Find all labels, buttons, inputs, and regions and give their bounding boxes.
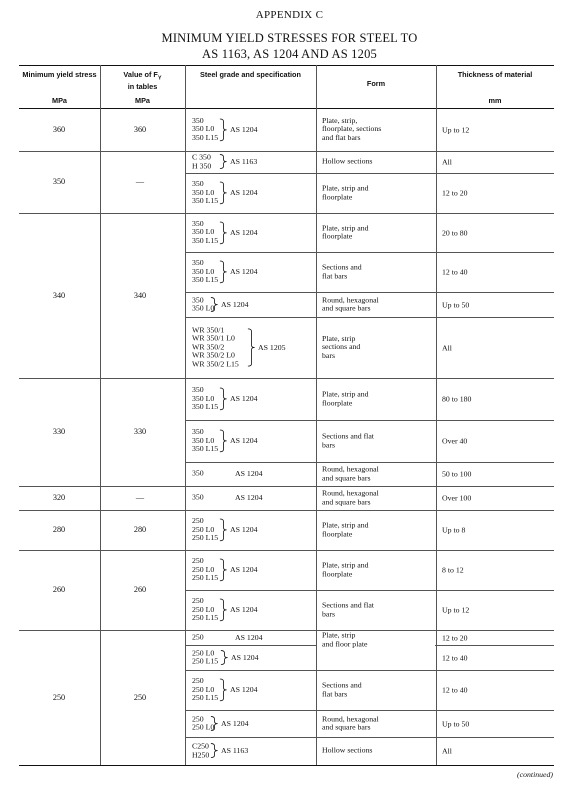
unit-fy: MPa — [134, 96, 150, 105]
brace-icon — [219, 557, 228, 583]
standard-spec: AS 1204 — [235, 469, 263, 478]
brace-icon — [247, 326, 256, 369]
standard-spec: AS 1204 — [235, 493, 263, 502]
steel-grade-list: 250 L0 250 L15 — [192, 647, 219, 666]
brace-icon — [219, 220, 228, 246]
thickness-value: 12 to 20 — [442, 188, 468, 198]
standard-spec: AS 1204 — [230, 267, 258, 276]
header-thickness: Thickness of material — [457, 70, 533, 79]
appendix-label: APPENDIX C — [255, 9, 324, 21]
standard-spec: AS 1204 — [230, 565, 258, 574]
product-form: Plate, strip and floorplate — [322, 520, 369, 538]
table-title-line-1: MINIMUM YIELD STRESSES FOR STEEL TO — [161, 31, 418, 45]
product-form: Hollow sections — [322, 156, 373, 166]
brace-icon — [219, 259, 228, 285]
thickness-value: 8 to 12 — [442, 565, 464, 575]
row-separator — [185, 173, 554, 174]
row-separator — [185, 590, 554, 591]
header-min-yield-stress: Minimum yield stress — [22, 70, 97, 79]
steel-grade-list: 350 350 L0 — [192, 294, 215, 313]
min-yield-stress-value: 260 — [52, 585, 66, 594]
product-form: Plate, strip sections and bars — [322, 333, 361, 360]
standard-spec: AS 1204 — [230, 394, 258, 403]
product-form: Plate, strip and floorplate — [322, 222, 369, 241]
product-form: Plate, strip and floorplate — [322, 560, 369, 578]
min-yield-stress-value: 350 — [52, 177, 66, 186]
header-fy-subscript: Y — [157, 75, 162, 82]
steel-grade-list: 250 250 L0 250 L15 — [192, 556, 219, 583]
brace-icon — [220, 649, 229, 666]
row-separator — [185, 670, 554, 671]
standard-spec: AS 1163 — [230, 157, 258, 166]
thickness-value: All — [442, 746, 452, 756]
steel-grade-list: 250 250 L0 250 L15 — [192, 516, 219, 543]
standard-spec: AS 1205 — [258, 342, 286, 352]
thickness-value: Over 100 — [442, 493, 472, 503]
row-separator — [185, 737, 554, 738]
row-separator — [185, 317, 554, 318]
column-divider — [100, 65, 101, 765]
fy-value: 360 — [133, 124, 147, 134]
standard-spec: AS 1204 — [230, 525, 258, 534]
row-separator — [185, 462, 554, 463]
product-form: Round, hexagonal and square bars — [322, 713, 379, 732]
group-separator — [19, 630, 554, 631]
thickness-value: All — [442, 343, 452, 352]
table-bottom-rule — [19, 765, 554, 766]
group-separator — [19, 151, 554, 152]
product-form: Plate, strip, floorplate, sections and flat bars — [322, 115, 382, 142]
thickness-value: 20 to 80 — [442, 228, 468, 237]
brace-icon — [219, 517, 228, 543]
brace-icon — [219, 677, 228, 703]
continued-note: (continued) — [517, 770, 553, 779]
row-separator — [185, 420, 554, 421]
row-separator — [185, 292, 554, 293]
group-separator — [19, 550, 554, 551]
min-yield-stress-value: 340 — [52, 290, 66, 300]
unit-stress: MPa — [51, 96, 67, 105]
header-form: Form — [366, 79, 386, 88]
group-separator — [19, 486, 554, 487]
standard-spec: AS 1204 — [235, 632, 263, 642]
standard-spec: AS 1204 — [230, 685, 258, 694]
steel-grade-list: 350 350 L0 350 L15 — [192, 385, 219, 412]
header-steel-grade: Steel grade and specification — [200, 70, 301, 79]
fy-value: 260 — [133, 585, 147, 594]
product-form: Round, hexagonal and square bars — [322, 464, 379, 482]
steel-grade-list: 250 250 L0 250 L15 — [192, 596, 219, 623]
thickness-value: Up to 12 — [442, 605, 470, 615]
brace-icon — [219, 597, 228, 623]
fy-value: 340 — [133, 290, 147, 300]
row-separator — [185, 252, 554, 253]
standard-spec: AS 1204 — [230, 188, 258, 197]
group-separator — [19, 378, 554, 379]
steel-grade-list: 250 — [192, 632, 204, 642]
fy-value: 280 — [133, 525, 147, 534]
product-form: Plate, strip and floor plate — [322, 630, 368, 648]
standard-spec: AS 1204 — [221, 718, 249, 728]
thickness-value: Up to 12 — [442, 125, 470, 134]
header-fy-value — [100, 71, 185, 92]
thickness-value: All — [442, 157, 452, 167]
steel-grade-list: WR 350/1 WR 350/1 L0 WR 350/2 WR 350/2 L0 WR 350/2 L15 — [192, 325, 239, 369]
standard-spec: AS 1204 — [230, 227, 258, 237]
steel-grade-list: 350 350 L0 350 L15 — [192, 179, 219, 206]
group-separator — [19, 213, 554, 214]
min-yield-stress-value: 250 — [52, 692, 66, 702]
steel-grade-list: 350 350 L0 350 L15 — [192, 258, 219, 285]
steel-grade-list: 350 — [192, 492, 204, 502]
column-divider — [436, 65, 437, 765]
steel-grade-list: 350 350 L0 350 L15 — [192, 115, 219, 142]
thickness-value: 12 to 40 — [442, 267, 468, 277]
fy-value: — — [135, 493, 145, 502]
column-divider — [316, 65, 317, 765]
fy-value: 250 — [133, 692, 147, 702]
standard-spec: AS 1204 — [230, 124, 258, 134]
standard-spec: AS 1204 — [231, 652, 259, 662]
unit-thickness: mm — [488, 96, 502, 105]
steel-grade-list: 350 350 L0 350 L15 — [192, 427, 219, 454]
brace-icon — [219, 180, 228, 206]
fy-value: — — [135, 177, 145, 186]
brace-icon — [219, 153, 228, 170]
standard-spec: AS 1204 — [221, 299, 249, 309]
product-form: Sections and flat bars — [322, 431, 374, 449]
product-form: Plate, strip and floorplate — [322, 389, 369, 407]
table-title-line-2: AS 1163, AS 1204 AND AS 1205 — [202, 47, 377, 61]
steel-grade-list: 350 350 L0 350 L15 — [192, 218, 219, 245]
brace-icon — [219, 117, 228, 143]
header-fy-label: Value of F — [123, 70, 158, 79]
thickness-value: 80 to 180 — [442, 394, 472, 404]
steel-grade-list: 350 — [192, 468, 204, 478]
steel-grade-list: C 350 H 350 — [192, 152, 212, 170]
product-form: Round, hexagonal and square bars — [322, 294, 379, 313]
column-divider — [185, 65, 186, 765]
steel-grade-list: 250 250 L0 250 L15 — [192, 676, 219, 703]
standard-spec: AS 1204 — [230, 436, 258, 445]
thickness-value: Over 40 — [442, 436, 468, 446]
thickness-value: 50 to 100 — [442, 469, 472, 479]
standard-spec: AS 1163 — [221, 746, 249, 755]
header-fy-rest: in tables — [127, 82, 158, 92]
product-form: Sections and flat bars — [322, 600, 374, 618]
thickness-value: 12 to 40 — [442, 685, 468, 695]
fy-value: 330 — [133, 427, 147, 436]
min-yield-stress-value: 280 — [52, 525, 66, 534]
thickness-value: 12 to 20 — [442, 633, 468, 642]
thickness-value: Up to 8 — [442, 525, 466, 535]
steel-grade-list: C250 H250 — [192, 741, 210, 759]
brace-icon — [210, 742, 219, 759]
row-separator — [185, 710, 554, 711]
thickness-value: 12 to 40 — [442, 653, 468, 662]
brace-icon — [219, 386, 228, 412]
product-form: Sections and flat bars — [322, 262, 362, 280]
brace-icon — [210, 715, 219, 732]
product-form: Plate, strip and floorplate — [322, 183, 369, 201]
brace-icon — [210, 296, 219, 313]
thickness-value: Up to 50 — [442, 719, 470, 728]
group-separator — [19, 510, 554, 511]
brace-icon — [219, 428, 228, 454]
product-form: Sections and flat bars — [322, 680, 362, 698]
product-form: Hollow sections — [322, 745, 373, 755]
min-yield-stress-value: 360 — [52, 124, 66, 134]
thickness-value: Up to 50 — [442, 300, 470, 309]
min-yield-stress-value: 320 — [52, 493, 66, 502]
product-form: Round, hexagonal and square bars — [322, 488, 379, 506]
min-yield-stress-value: 330 — [52, 427, 66, 436]
steel-grade-list: 250 250 L0 — [192, 713, 215, 732]
standard-spec: AS 1204 — [230, 605, 258, 614]
